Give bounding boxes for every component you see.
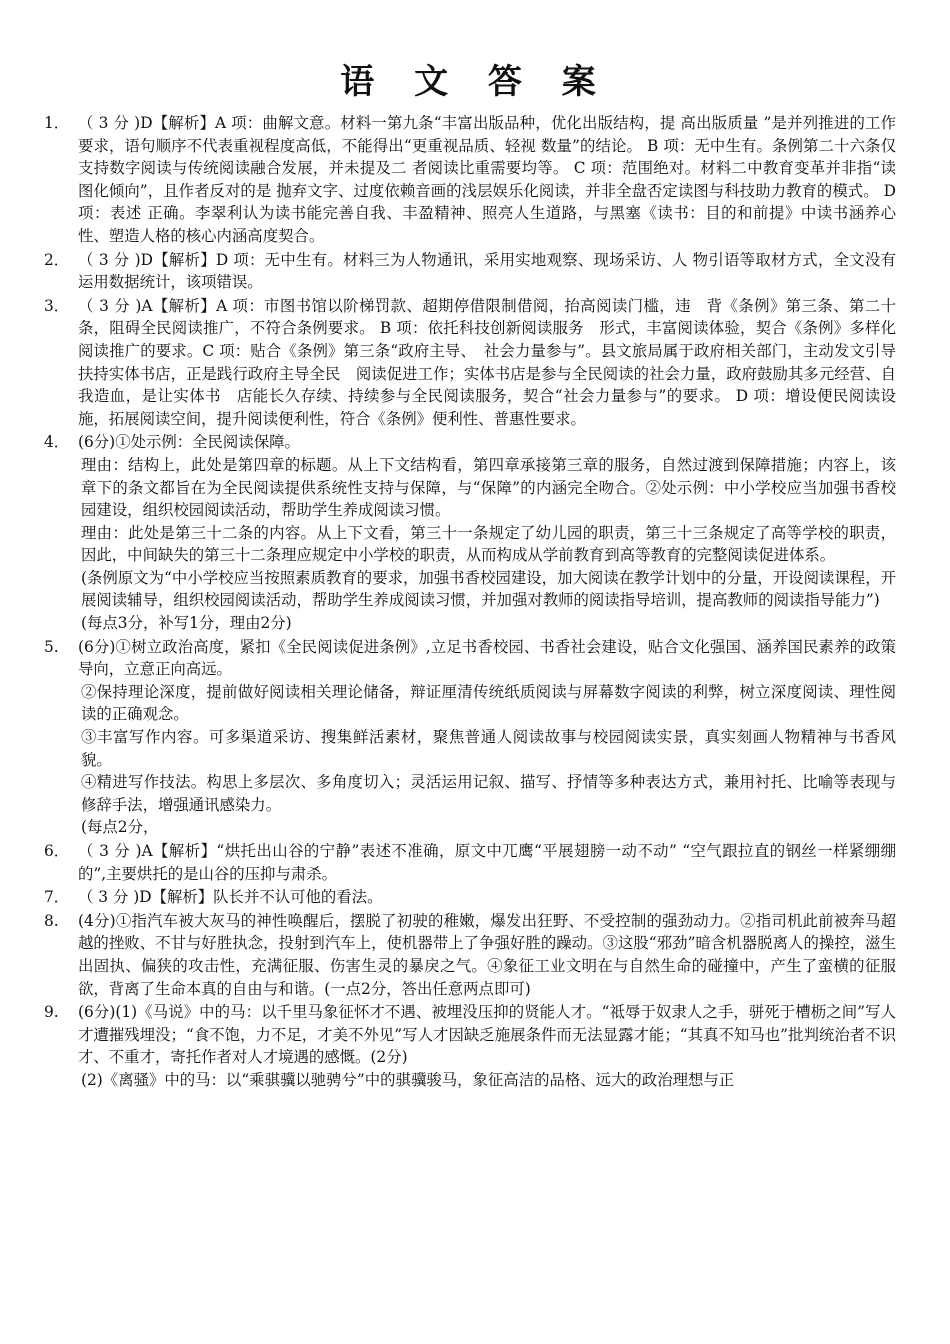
answer-paragraph: （ 3 分 )A【解析】A 项：市图书馆以阶梯罚款、超期停借限制借阅，抬高阅读门槛，违 背《条例》第三条、第二十条，阻碍全民阅读推广，不符合条例要求。 B 项：依托科技创新阅读服务 形式，丰富阅读体验，契合《条例》多样化阅读推广的要求。C 项：贴合《条例》第三条“政府主导、 社会力量参与”。县文旅局属于政府相关部门，主动发文引导扶持实体书店，正是践行政府主导全民 阅读促进工作；实体书店是参与全民阅读的社会力量，政府鼓励其多元经营、自我造血，是让实体书 店能长久存续、持续参与全民阅读服务，契合“社会力量参与”的要求。 D 项：增设便民阅读设施，拓展阅读空间，提升阅读便利性，符合《条例》便利性、普惠性要求。	[78, 296, 896, 428]
answer-paragraph: （ 3 分 )A【解析】“烘托出山谷的宁静”表述不准确，原文中兀鹰“平展翅膀一动不动” “空气跟拉直的钢丝一样紧绷绷的”,主要烘托的是山谷的压抑与肃杀。	[78, 842, 896, 883]
answer-paragraph: 理由：结构上，此处是第四章的标题。从上下文结构看，第四章承接第三章的服务，自然过渡到保障措施；内容上，该章下的条文都旨在为全民阅读提供系统性支持与保障，与“保障”的内涵完全吻合。②处示例：中小学校应当加强书香校园建设，组织校园阅读活动，帮助学生养成阅读习惯。	[81, 455, 896, 520]
answer-paragraph: (每点2分，	[81, 818, 159, 837]
answer-number: 1．	[44, 114, 70, 132]
answer-paragraph: (6分)(1)《马说》中的马：以千里马象征怀才不遇、被埋没压抑的贤能人才。“祗辱于奴隶人之手，骈死于槽枥之间”写人才遭摧残埋没；“食不饱，力不足，才美不外见”写人才因缺乏施展条件而无法显露才能；“其真不知马也”批判统治者不识才、不重才，寄托作者对人才境遇的感慨。(2分)	[78, 1003, 896, 1067]
answer-item	[44, 431, 896, 634]
answer-item	[44, 910, 896, 1000]
answer-paragraph: (6分)①树立政治高度，紧扣《全民阅读促进条例》,立足书香校园、书香社会建设，贴合文化强国、涵养国民素养的政策导向，立意正向高远。	[78, 637, 896, 679]
answer-paragraph: 理由：此处是第三十二条的内容。从上下文看，第三十一条规定了幼儿园的职责，第三十三条规定了高等学校的职责，因此，中间缺失的第三十二条理应规定中小学校的职责，从而构成从学前教育到高等教育的完整阅读促进体系。	[81, 523, 896, 565]
answer-list	[44, 112, 896, 1093]
answer-item	[44, 1001, 896, 1091]
answer-number: 7．	[44, 888, 70, 907]
page-title: 语 文 答 案	[340, 62, 610, 102]
answer-paragraph: (4分)①指汽车被大灰马的神性唤醒后，摆脱了初驶的稚嫩，爆发出狂野、不受控制的强劲动力。②指司机此前被奔马超越的挫败、不甘与好胜执念，投射到汽车上，使机器带上了争强好胜的躁动。③这股“邪劲”暗含机器脱离人的操控，滋生出固执、偏狭的攻击性，充满征服、伤害生灵的暴戾之气。④象征工业文明在与自然生命的碰撞中，产生了蛮横的征服欲，背离了生命本真的自由与和谐。(一点2分，答出任意两点即可)	[78, 911, 896, 998]
answer-paragraph: ④精进写作技法。构思上多层次、多角度切入；灵活运用记叙、描写、抒情等多种表达方式，兼用衬托、比喻等表现与修辞手法，增强通讯感染力。	[81, 773, 896, 814]
answer-paragraph: （ 3 分 )D【解析】A 项：曲解文意。材料一第九条“丰富出版品种，优化出版结构，提 高出版质量 ”是并列推进的工作要求，语句顺序不代表重视程度高低，不能得出“更重视品质、轻视 数量”的结论。 B 项：无中生有。条例第二十六条仅支持数字阅读与传统阅读融合发展，并未提及二 者阅读比重需要均等。 C 项：范围绝对。材料二中教育变革并非指“读图化倾向”，且作者反对的是 抛弃文字、过度依赖音画的浅层娱乐化阅读，并非全盘否定读图与科技助力教育的模式。 D 项：表述 正确。李翠利认为读书能完善自我、丰盈精神、照亮人生道路，与黑塞《读书：目的和前提》中读书涵养心性、塑造人格的核心内涵高度契合。	[78, 114, 896, 245]
answer-item	[44, 636, 896, 839]
answer-paragraph: (6分)①处示例：全民阅读保障。	[78, 433, 300, 452]
answer-item	[44, 112, 896, 248]
answer-paragraph: (2)《离骚》中的马：以“乘骐骥以驰骋兮”中的骐骥骏马，象征高洁的品格、远大的政治理想与正	[81, 1070, 735, 1089]
answer-item	[44, 249, 896, 294]
answer-number: 4．	[44, 433, 70, 452]
answer-number: 8.	[44, 911, 59, 930]
answer-number: 5.	[44, 637, 59, 656]
answer-number: 6．	[44, 842, 70, 860]
answer-paragraph: （ 3 分 )D【解析】D 项：无中生有。材料三为人物通讯，采用实地观察、现场采访、人 物引语等取材方式，全文没有运用数据统计，该项错误。	[78, 250, 896, 292]
answer-paragraph: （ 3 分 )D【解析】队长并不认可他的看法。	[78, 888, 383, 907]
answer-paragraph: (条例原文为“中小学校应当按照素质教育的要求，加强书香校园建设，加大阅读在教学计划中的分量，开设阅读课程，开展阅读辅导，组织校园阅读活动，帮助学生养成阅读习惯，并加强对教师的阅读指导培训，提高教师的阅读指导能力”)	[81, 568, 896, 610]
answer-paragraph: ③丰富写作内容。可多渠道采访、搜集鲜活素材，聚焦普通人阅读故事与校园阅读实景，真实刻画人物精神与书香风貌。	[81, 728, 896, 769]
answer-paragraph: ②保持理论深度，提前做好阅读相关理论储备，辩证厘清传统纸质阅读与屏幕数字阅读的利弊，树立深度阅读、理性阅读的正确观念。	[81, 682, 896, 724]
answer-number: 3．	[44, 296, 70, 315]
answer-item	[44, 840, 896, 885]
answer-item	[44, 295, 896, 431]
answer-number: 9.	[44, 1003, 59, 1022]
answer-item	[44, 886, 896, 909]
answer-paragraph: (每点3分，补写1分，理由2分)	[81, 614, 292, 633]
answer-number: 2．	[44, 250, 70, 269]
